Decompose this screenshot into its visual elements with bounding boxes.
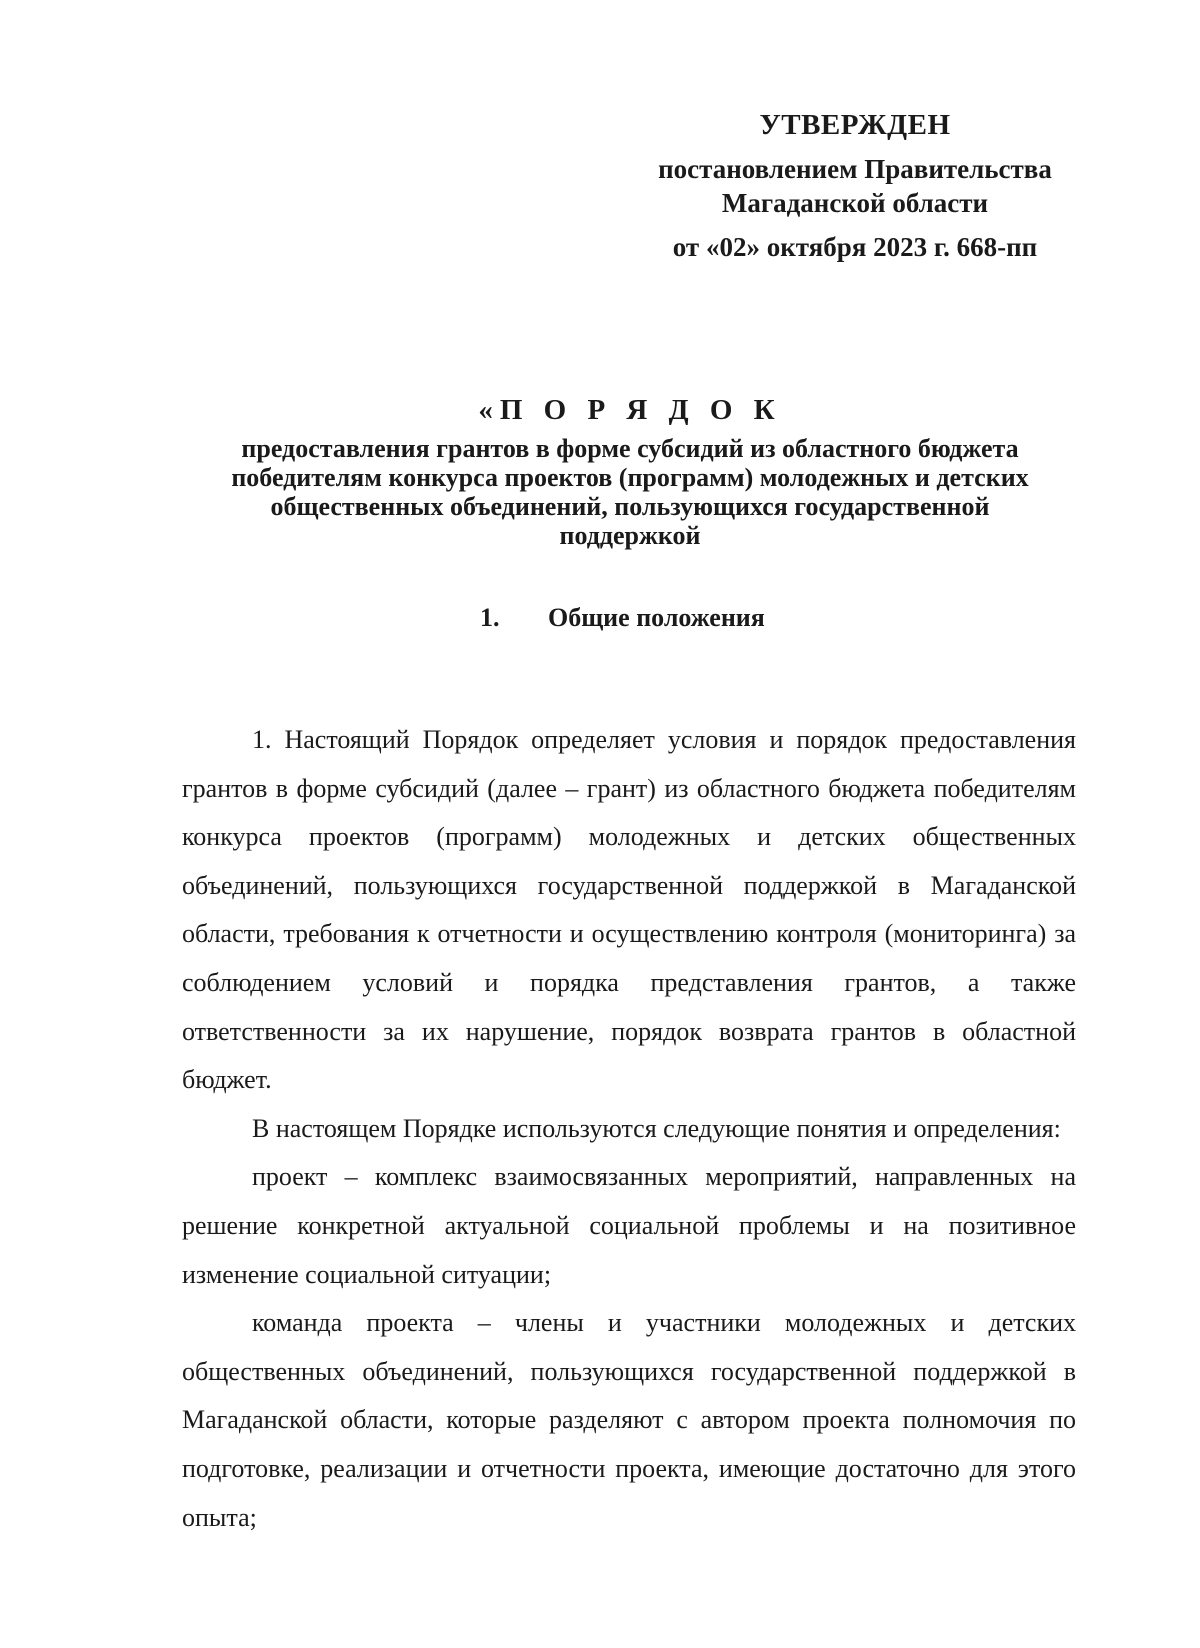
approval-by-line-1: постановлением Правительства (658, 154, 1052, 184)
section-title: Общие положения (548, 603, 765, 632)
approval-heading: УТВЕРЖДЕН (759, 109, 951, 141)
approval-block (600, 108, 1110, 264)
paragraph: команда проекта – члены и участники молодежных и детских общественных объединений, пользующихся государственной поддержкой в Магаданской области, которые разделяют с автором проекта полномочия по подготовке, реализации и отчетности проекта, имеющие достаточно для этого опыта; (182, 1308, 1076, 1532)
paragraph: проект – комплекс взаимосвязанных мероприятий, направленных на решение конкретной актуальной социальной проблемы и на позитивное изменение социальной ситуации; (182, 1162, 1076, 1289)
approval-date-line: от «02» октября 2023 г. 668-пп (672, 232, 1038, 262)
subtitle-line-1: предоставления грантов в форме субсидий из областного бюджета (241, 434, 1019, 463)
document-title: «П О Р Я Д О К (478, 394, 782, 426)
document-title-block (150, 392, 1110, 550)
approval-by-line-2: Магаданской области (721, 188, 989, 218)
paragraph: 1. Настоящий Порядок определяет условия и порядок предоставления грантов в форме субсидий (далее – грант) из областного бюджета победителям конкурса проектов (программ) молодежных и детских общественных объединений, пользующихся государственной поддержкой в Магаданской области, требования к отчетности и осуществлению контроля (мониторинга) за соблюдением условий и порядка представления грантов, а также ответственности за их нарушение, порядок возврата грантов в областной бюджет. (182, 725, 1076, 1095)
subtitle-line-2: победителям конкурса проектов (программ) молодежных и детских (231, 463, 1029, 492)
section-number: 1. (480, 603, 500, 632)
document-subtitle (150, 434, 1110, 550)
subtitle-line-4: поддержкой (559, 521, 701, 550)
body-text (182, 716, 1076, 1542)
paragraph: В настоящем Порядке используются следующие понятия и определения: (252, 1113, 1061, 1143)
subtitle-line-3: общественных объединений, пользующихся государственной (270, 492, 990, 521)
